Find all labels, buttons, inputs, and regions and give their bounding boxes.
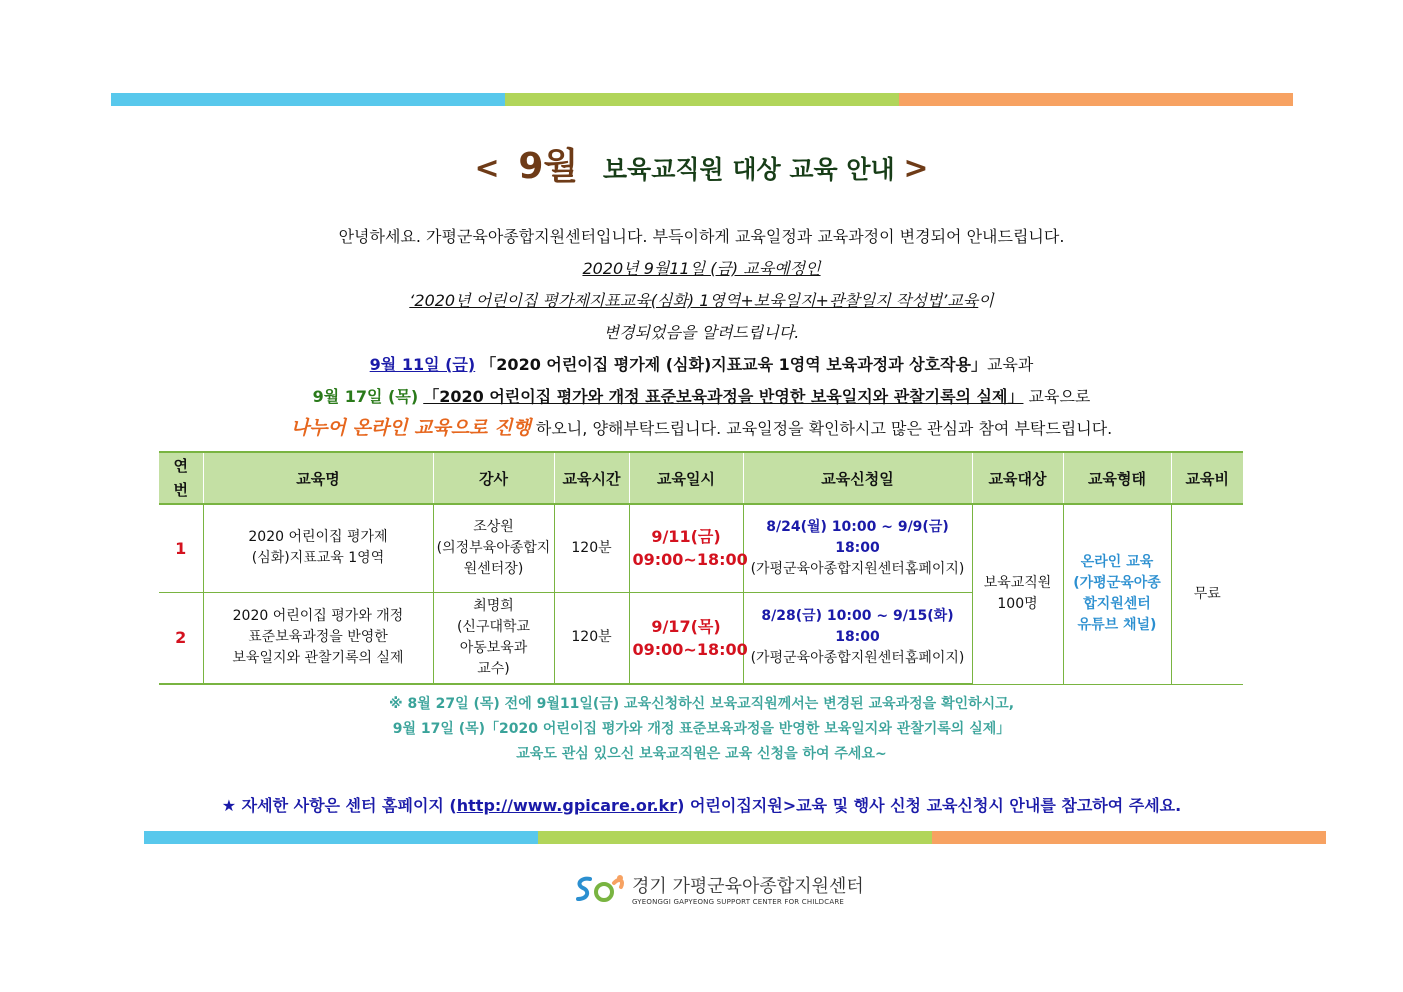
logo-korean-name: 경기 가평군육아종합지원센터: [632, 876, 864, 897]
footer-info: [0, 793, 1403, 816]
note-line-2: 9월 17일 (목)「2020 어린이집 평가와 개정 표준보육과정을 반영한 보육일지와 관찰기록의 실제」: [392, 721, 1011, 737]
header-apply: 교육신청일: [743, 452, 972, 504]
row-apply-site: (가평군육아종합지원센터홈페이지): [750, 650, 965, 667]
row-course-name: 2020 어린이집 평가와 개정 표준보육과정을 반영한 보육일지와 관찰기록의 실제: [203, 592, 433, 684]
row-date: 9/11(금) 09:00~18:00: [629, 504, 743, 592]
form-cell: 온라인 교육 (가평군육아종 합지원센터 유튜브 채널): [1063, 504, 1171, 684]
row-apply-cell: [743, 504, 972, 592]
intro-line-3: ‘2020년 어린이집 평가제지표교육(심화) 1영역+보육일지+관찰일지 작성법’교육: [409, 291, 979, 310]
title-month: 9월: [518, 146, 579, 187]
intro-line-6-title: 「2020 어린이집 평가와 개정 표준보육과정을 반영한 보육일지와 관찰기록의 실제」: [423, 387, 1024, 406]
row-date: 9/17(목) 09:00~18:00: [629, 592, 743, 684]
header-no: 연 번: [159, 452, 203, 504]
title-bracket-right: >: [903, 151, 929, 186]
header-name: 교육명: [203, 452, 433, 504]
intro-line-3-end: 이: [978, 291, 994, 310]
header-form: 교육형태: [1063, 452, 1171, 504]
center-logo-icon: [574, 873, 626, 905]
title-bracket-left: <: [474, 151, 500, 186]
intro-line-2: 2020년 9월11일 (금) 교육예정인: [582, 259, 821, 278]
title-text: 보육교직원 대상 교육 안내: [602, 155, 895, 184]
page-title: [0, 138, 1403, 189]
note-line-1: ※ 8월 27일 (목) 전에 9월11일(금) 교육신청하신 보육교직원께서는 변경된 교육과정을 확인하시고,: [388, 696, 1015, 712]
education-table: [159, 451, 1243, 685]
intro-line-5-title: 「2020 어린이집 평가제 (심화)지표교육 1영역 보육과정과 상호작용」: [480, 355, 987, 374]
row-no: 2: [159, 592, 203, 684]
header-target: 교육대상: [972, 452, 1063, 504]
note-line-3: 교육도 관심 있으신 보육교직원은 교육 신청을 하여 주세요~: [516, 746, 887, 762]
row-no: 1: [159, 504, 203, 592]
intro-line-4: 변경되었음을 알려드립니다.: [603, 323, 800, 342]
header-hours: 교육시간: [554, 452, 629, 504]
header-fee: 교육비: [1171, 452, 1243, 504]
row-apply-site: (가평군육아종합지원센터홈페이지): [750, 560, 965, 577]
header-date: 교육일시: [629, 452, 743, 504]
logo-english-name: GYEONGGI GAPYEONG SUPPORT CENTER FOR CHILDCARE: [632, 898, 845, 906]
footer-info-start: ★ 자세한 사항은 센터 홈페이지 (: [221, 796, 457, 815]
intro-line-6-date: 9월 17일 (목): [312, 387, 419, 406]
top-color-bar: [111, 93, 1293, 106]
intro-line-7-rest: 하오니, 양해부탁드립니다. 교육일정을 확인하시고 많은 관심과 참여 부탁드립니다.: [530, 419, 1113, 438]
row-instructor: 최명희 (신구대학교 아동보육과 교수): [433, 592, 554, 684]
footer-info-end: ) 어린이집지원>교육 및 행사 신청 교육신청시 안내를 참고하여 주세요.: [677, 796, 1182, 815]
table-row: [159, 504, 1243, 592]
homepage-link[interactable]: http://www.gpicare.or.kr: [456, 796, 678, 815]
intro-line-6-end: 교육으로: [1023, 387, 1091, 406]
row-instructor: 조상원 (의정부육아종합지 원센터장): [433, 504, 554, 592]
row-apply-period: 8/28(금) 10:00 ~ 9/15(화) 18:00: [761, 608, 954, 646]
row-course-name: 2020 어린이집 평가제 (심화)지표교육 1영역: [203, 504, 433, 592]
bottom-color-bar: [144, 831, 1326, 844]
target-cell: 보육교직원 100명: [972, 504, 1063, 684]
fee-cell: 무료: [1171, 504, 1243, 684]
table-header-row: [159, 452, 1243, 504]
row-hours: 120분: [554, 504, 629, 592]
row-hours: 120분: [554, 592, 629, 684]
row-apply-period: 8/24(월) 10:00 ~ 9/9(금) 18:00: [766, 518, 949, 556]
center-logo: [574, 872, 864, 906]
intro-line-7-emphasis: 나누어 온라인 교육으로 진행: [290, 417, 531, 439]
row-apply-cell: [743, 592, 972, 684]
intro-line-5-end: 교육과: [986, 355, 1034, 374]
intro-line-5-date: 9월 11일 (금): [369, 355, 476, 374]
header-instructor: 강사: [433, 452, 554, 504]
intro-line-1: 안녕하세요. 가평군육아종합지원센터입니다. 부득이하게 교육일정과 교육과정이 변경되어 안내드립니다.: [338, 227, 1065, 246]
